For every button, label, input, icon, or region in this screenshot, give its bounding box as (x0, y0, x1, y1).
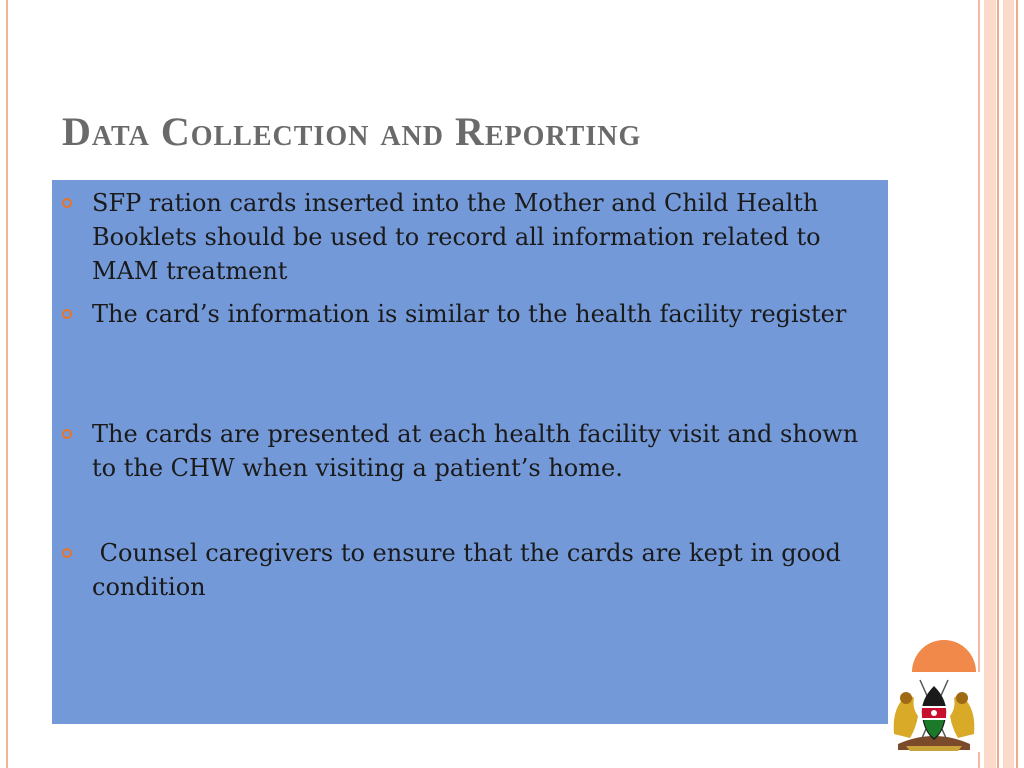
right-border-line (1016, 0, 1018, 768)
bullet-icon (62, 548, 72, 558)
bullet-text-4: Counsel caregivers to ensure that the cards are kept in good condition (92, 539, 849, 601)
right-border-line (978, 0, 980, 768)
right-border-line (997, 0, 999, 768)
slide-title: Data Collection and Reporting (62, 109, 642, 154)
right-border-band (984, 0, 996, 768)
right-border-band (1003, 0, 1014, 768)
bullet-text-1: SFP ration cards inserted into the Mother and Child Health Booklets should be used to record all information related to MAM treatment (92, 189, 821, 285)
bullet-text-2: The card’s information is similar to the health facility register (92, 300, 847, 328)
left-border-line (6, 0, 8, 768)
bullet-icon (62, 309, 72, 319)
kenya-coat-of-arms-icon (888, 672, 980, 752)
bullet-text-3: The cards are presented at each health facility visit and shown to the CHW when visiting a patient’s home. (92, 420, 859, 482)
bullet-icon (62, 429, 72, 439)
bullet-icon (62, 198, 72, 208)
